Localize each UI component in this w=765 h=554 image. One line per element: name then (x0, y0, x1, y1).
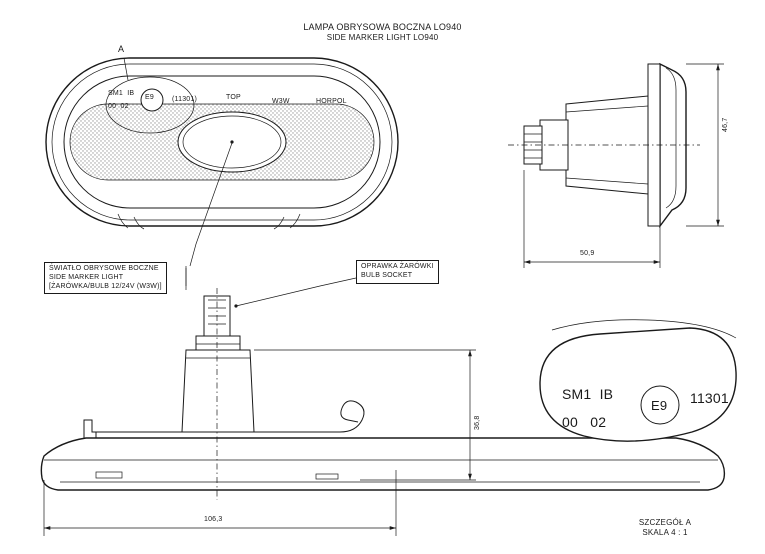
dimension-width-front: 106,3 (204, 516, 223, 523)
marking-wsw: W3W (272, 98, 290, 105)
detail-label-line-1: SZCZEGÓŁ A (638, 518, 692, 527)
detail-label-line-2: SKALA 4 : 1 (642, 528, 688, 537)
marking-e-mark: E9 (145, 94, 154, 101)
callout-right-line-2: BULB SOCKET (361, 271, 413, 279)
side-view (508, 64, 724, 268)
callout-side-marker (44, 262, 167, 294)
callout-bulb-socket (356, 260, 439, 284)
title-line-1: LAMPA OBRYSOWA BOCZNA LO940 (303, 22, 462, 32)
front-view (46, 58, 398, 229)
marking-approval-front: (11301) (172, 96, 198, 103)
detail-marking-approval: 11301 (690, 390, 729, 406)
callout-left-line-3: [ŻARÓWKA/BULB 12/24V (W3W)] (49, 282, 162, 290)
detail-a-letter: A (118, 44, 125, 54)
title-line-2: SIDE MARKER LIGHT LO940 (326, 33, 439, 43)
marking-numbers: 00 02 (108, 103, 129, 110)
callout-right-line-1: OPRAWKA ŻARÓWKI (361, 263, 434, 270)
detail-marking-numbers: 00 02 (562, 414, 607, 430)
detail-marking-e-mark: E9 (651, 398, 668, 413)
dimension-height-side: 46,7 (722, 117, 729, 132)
dimension-height-front: 36,8 (474, 415, 481, 430)
detail-a-label (600, 518, 730, 538)
detail-marking-sm1: SM1 IB (562, 386, 614, 402)
marking-top: TOP (226, 94, 241, 101)
callout-left-line-2: SIDE MARKER LIGHT (49, 273, 124, 281)
marking-sm1: SM1 IB (108, 90, 135, 97)
callout-left-line-1: ŚWIATŁO OBRYSOWE BOCZNE (49, 265, 159, 272)
dimension-depth-side: 50,9 (580, 250, 595, 257)
marking-horpol: HORPOL (316, 98, 347, 105)
